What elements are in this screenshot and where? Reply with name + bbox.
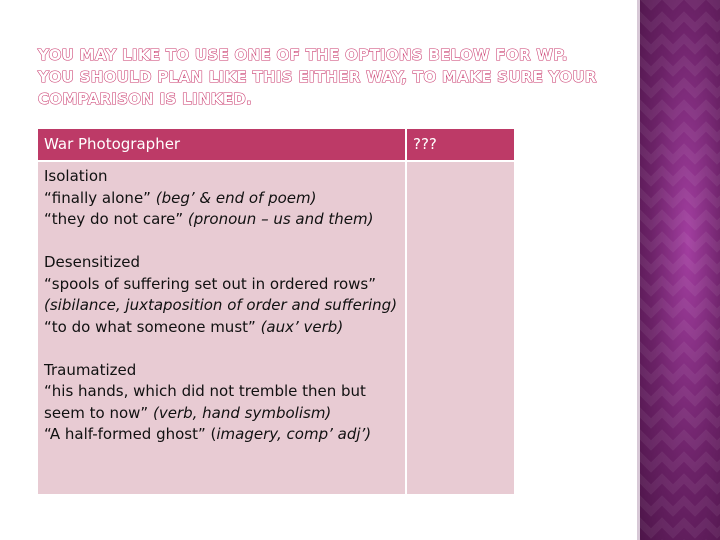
header-unknown-poem: ??? — [406, 128, 515, 161]
quote-text: “spools of suffering set out in ordered rows” — [44, 274, 376, 293]
quote-line — [44, 274, 399, 317]
war-photographer-notes-cell — [37, 161, 406, 495]
quote-line — [44, 209, 399, 231]
quote-text: “they do not care” — [44, 210, 188, 228]
section-traumatized — [44, 360, 399, 446]
quote-line — [44, 317, 399, 339]
section-heading: Isolation — [44, 167, 108, 185]
quote-note: imagery, comp’ adj’) — [216, 425, 372, 443]
quote-note: (sibilance, juxtaposition of order and suffering) — [44, 296, 398, 314]
quote-line — [44, 424, 399, 446]
quote-text: “A half-formed ghost” ( — [44, 425, 217, 443]
quote-text: “his hands, which did not tremble then but seem to now” — [44, 382, 366, 422]
quote-text: “to do what someone must” — [44, 317, 261, 336]
quote-line — [44, 381, 399, 424]
section-desensitized — [44, 252, 399, 338]
header-war-photographer: War Photographer — [37, 128, 406, 161]
section-isolation — [44, 166, 399, 231]
quote-note: (aux’ verb) — [260, 317, 344, 336]
quote-line — [44, 188, 399, 210]
quote-note: (beg’ & end of poem) — [155, 188, 317, 207]
section-heading: Traumatized — [44, 360, 137, 379]
section-heading: Desensitized — [44, 253, 140, 271]
quote-note: (pronoun – us and them) — [187, 210, 374, 228]
quote-note: (verb, hand symbolism) — [152, 403, 332, 422]
comparison-table — [36, 127, 516, 496]
comparison-notes-cell — [406, 161, 515, 495]
slide-title: YOU MAY LIKE TO USE ONE OF THE OPTIONS BELOW FOR WP. YOU SHOULD PLAN LIKE THIS EITHER WAY, TO MAKE SURE YOUR COMPARISON IS LINKED. — [38, 46, 597, 108]
decorative-side-panel — [640, 0, 720, 540]
table-header-row — [37, 128, 515, 161]
quote-text: “finally alone” — [44, 188, 156, 207]
table-body-row — [37, 161, 515, 495]
